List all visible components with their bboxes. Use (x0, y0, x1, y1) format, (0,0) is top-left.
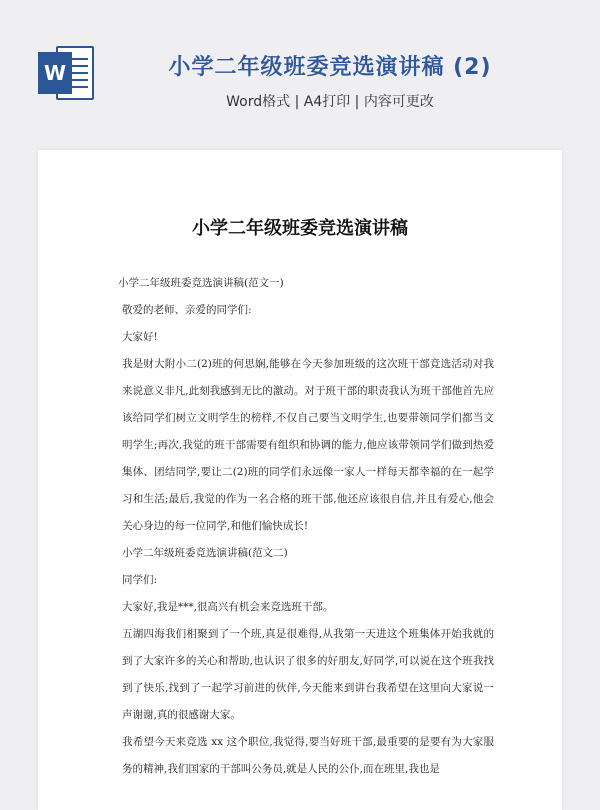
word-icon (38, 46, 94, 100)
document-subtitle: Word格式 | A4打印 | 内容可更改 (226, 94, 434, 110)
paragraph: 小学二年级班委竞选演讲稿(范文二) (122, 547, 288, 559)
paragraph: 五湖四海我们相聚到了一个班,真是很难得,从我第一天进这个班集体开始我就的到了大家许多的关心和帮助,也认识了很多的好朋友,好同学,可以说在这个班我找到了快乐,找到了一起学习前进的伙伴,今天能来到讲台我希望在这里向大家说一声谢谢,真的很感谢大家。 (122, 628, 494, 721)
paragraph: 小学二年级班委竞选演讲稿(范文一) (118, 277, 284, 289)
page-body (118, 270, 494, 783)
paragraph: 我希望今天来竞选 xx 这个职位,我觉得,要当好班干部,最重要的是要有为大家服务的精神,我们国家的干部叫公务员,就是人民的公仆,而在班里,我也是 (122, 736, 494, 775)
paragraph: 同学们: (122, 574, 158, 586)
document-title: 小学二年级班委竞选演讲稿 (2) (168, 55, 492, 80)
document-page (38, 150, 562, 810)
paragraph: 敬爱的老师、亲爱的同学们: (122, 304, 252, 316)
paragraph: 大家好! (122, 331, 158, 343)
word-badge-letter: W (38, 52, 72, 94)
document-header (0, 0, 600, 150)
page-title: 小学二年级班委竞选演讲稿 (192, 218, 408, 239)
paragraph: 大家好,我是***,很高兴有机会来竞选班干部。 (122, 601, 334, 613)
paragraph: 我是财大附小二(2)班的何思娴,能够在今天参加班级的这次班干部竞选活动对我来说意义非凡,此刻我感到无比的激动。对于班干部的职责我认为班干部他首先应该给同学们树立文明学生的榜样,不仅自己要当文明学生,也要带领同学们都当文明学生;再次,我觉的班干部需要有组织和协调的能力,他应该带领同学们做到热爱集体、团结同学,要让二(2)班的同学们永远像一家人一样每天都幸福的在一起学习和生活;最后,我觉的作为一名合格的班干部,他还应该很自信,并且有爱心,他会关心身边的每一位同学,和他们愉快成长! (122, 358, 494, 532)
